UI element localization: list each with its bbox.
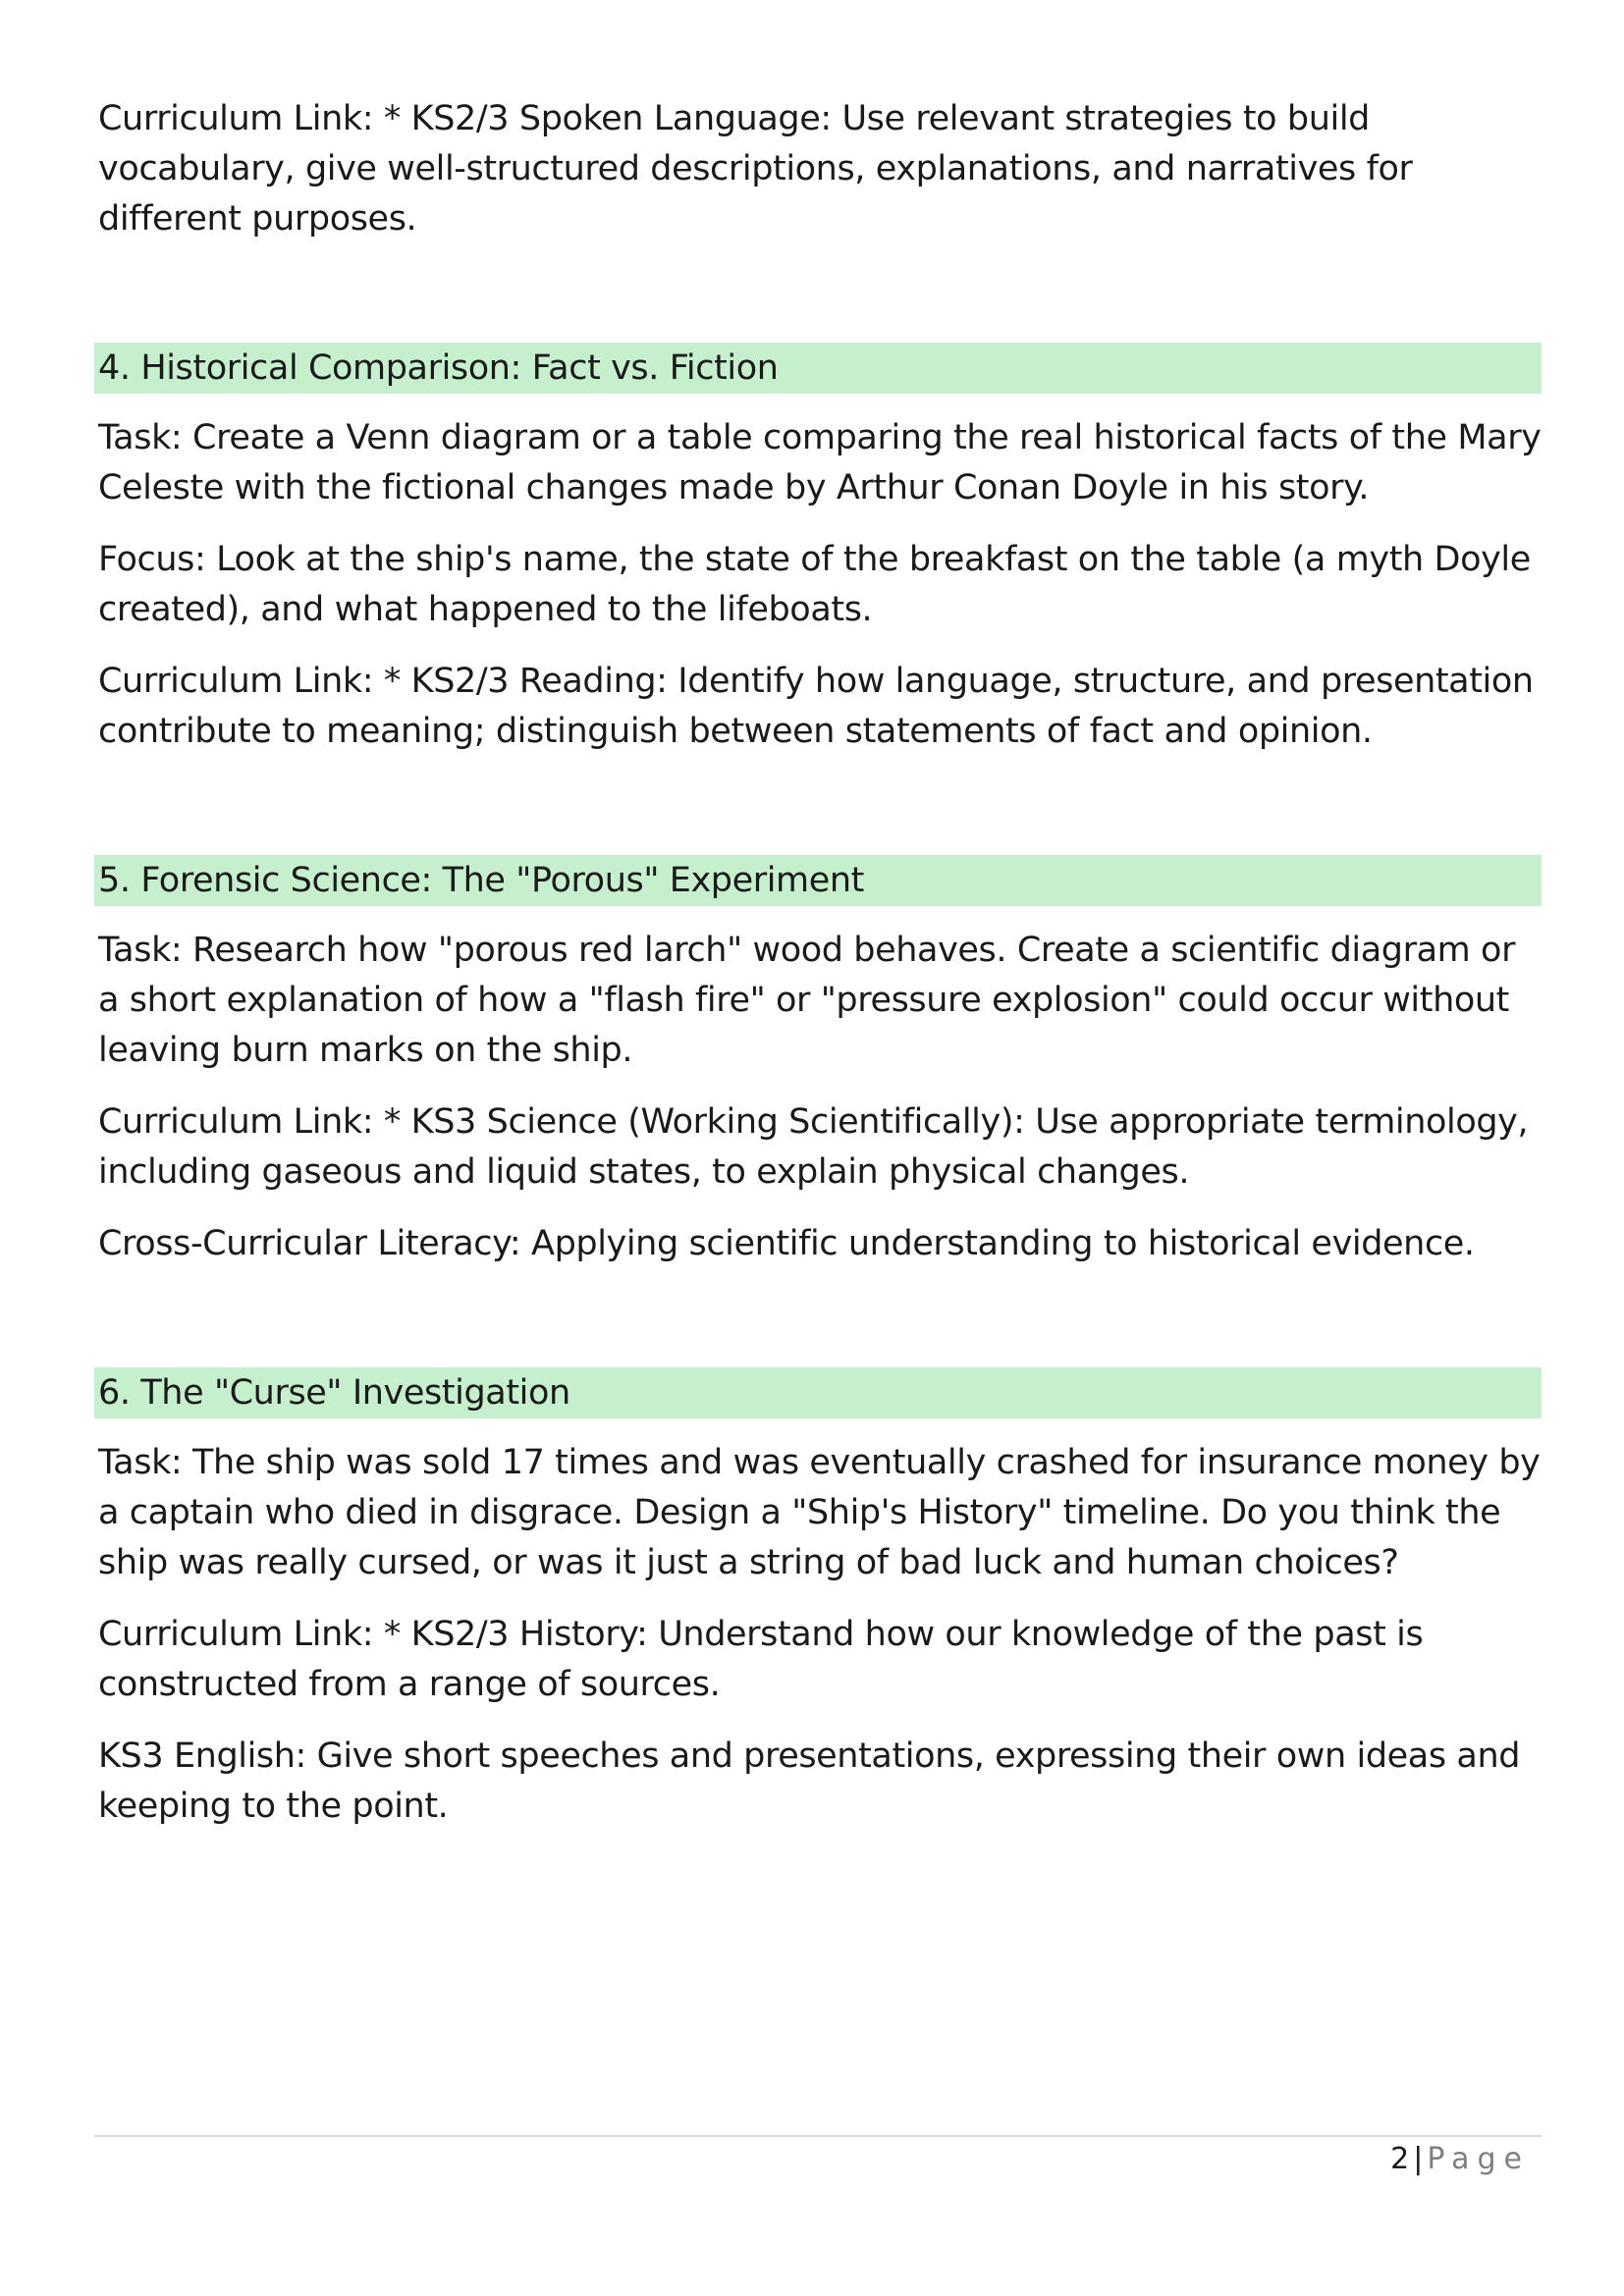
section-heading: 5. Forensic Science: The "Porous" Experiment [94,855,1542,906]
section-curriculum-link: Curriculum Link: * KS2/3 Reading: Identify how language, structure, and presentation contribute to meaning; distinguish between statements of fact and opinion. [98,662,1534,751]
footer-divider [94,2135,1542,2137]
section-curse-investigation [98,1367,1542,1832]
footer-separator: | [1413,2142,1424,2176]
page-label: Page [1427,2142,1530,2176]
page-number: 2 [1390,2142,1410,2176]
section-ks3-english: KS3 English: Give short speeches and presentations, expressing their own ideas and keeping to the point. [98,1736,1521,1826]
section-focus: Focus: Look at the ship's name, the state of the breakfast on the table (a myth Doyle created), and what happened to the lifeboats. [98,540,1531,629]
section-task: Task: The ship was sold 17 times and was eventually crashed for insurance money by a captain who died in disgrace. Design a "Ship's History" timeline. Do you think the ship was really cursed, or was it just a string of bad luck and human choices? [98,1443,1541,1582]
page-content [98,94,1542,1853]
section-historical-comparison [98,343,1542,757]
section-heading: 6. The "Curse" Investigation [94,1367,1542,1418]
section-forensic-science [98,855,1542,1269]
section-cross-curricular: Cross-Curricular Literacy: Applying scientific understanding to historical evidence. [98,1224,1475,1263]
intro-curriculum-link: Curriculum Link: * KS2/3 Spoken Language: Use relevant strategies to build vocabulary, give well-structured descriptions, explanations, and narratives for different purposes. [98,99,1413,239]
section-task: Task: Research how "porous red larch" wood behaves. Create a scientific diagram or a short explanation of how a "flash fire" or "pressure explosion" could occur without leaving burn marks on the ship. [98,931,1516,1070]
page-footer [1390,2140,1530,2179]
section-curriculum-link: Curriculum Link: * KS2/3 History: Understand how our knowledge of the past is constructed from a range of sources. [98,1615,1424,1704]
section-heading: 4. Historical Comparison: Fact vs. Fiction [94,343,1542,394]
section-curriculum-link: Curriculum Link: * KS3 Science (Working Scientifically): Use appropriate terminology, including gaseous and liquid states, to explain physical changes. [98,1102,1529,1192]
section-task: Task: Create a Venn diagram or a table comparing the real historical facts of the Mary Celeste with the fictional changes made by Arthur Conan Doyle in his story. [98,418,1542,507]
